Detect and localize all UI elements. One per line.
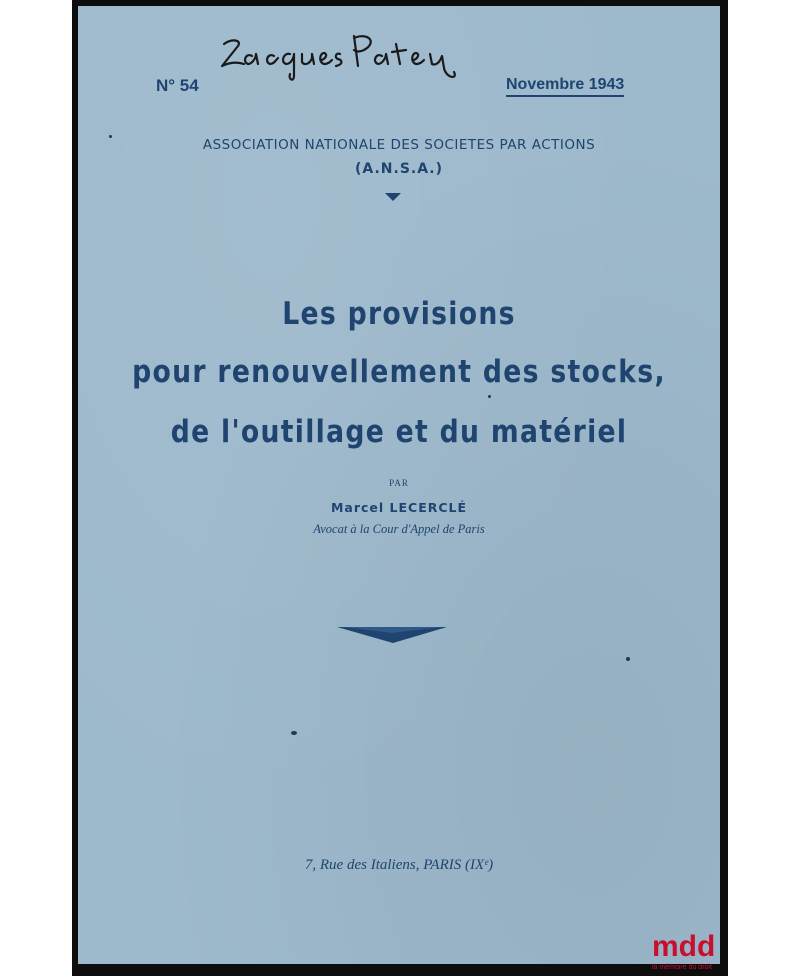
wedge-ornament-icon [337, 626, 447, 644]
handwritten-signature [218, 22, 468, 84]
svg-text:la mémoire du droit: la mémoire du droit [652, 964, 712, 971]
author-role: Avocat à la Cour d'Appel de Paris [313, 522, 485, 536]
by-label: PAR [389, 478, 409, 488]
publisher-address: 7, Rue des Italiens, PARIS (IXᵉ) [304, 857, 494, 873]
association-abbreviation: (A.N.S.A.) [354, 161, 444, 177]
publication-date: Novembre 1943 [506, 76, 624, 97]
paper-speck [488, 395, 491, 398]
mdd-watermark-logo [650, 926, 730, 972]
paper-speck [109, 135, 112, 138]
paper-speck [291, 731, 297, 735]
triangle-ornament-icon [385, 193, 401, 201]
association-name: ASSOCIATION NATIONALE DES SOCIETES PAR ACTIONS [202, 137, 596, 153]
author-name: Marcel LECERCLÉ [330, 500, 468, 515]
svg-text:mdd: mdd [652, 930, 716, 963]
title-line-2: pour renouvellement des stocks, [132, 354, 666, 390]
title-line-1: Les provisions [282, 296, 516, 332]
paper-speck [626, 657, 630, 661]
issue-number: N° 54 [156, 76, 199, 95]
title-line-3: de l'outillage et du matériel [170, 414, 628, 450]
